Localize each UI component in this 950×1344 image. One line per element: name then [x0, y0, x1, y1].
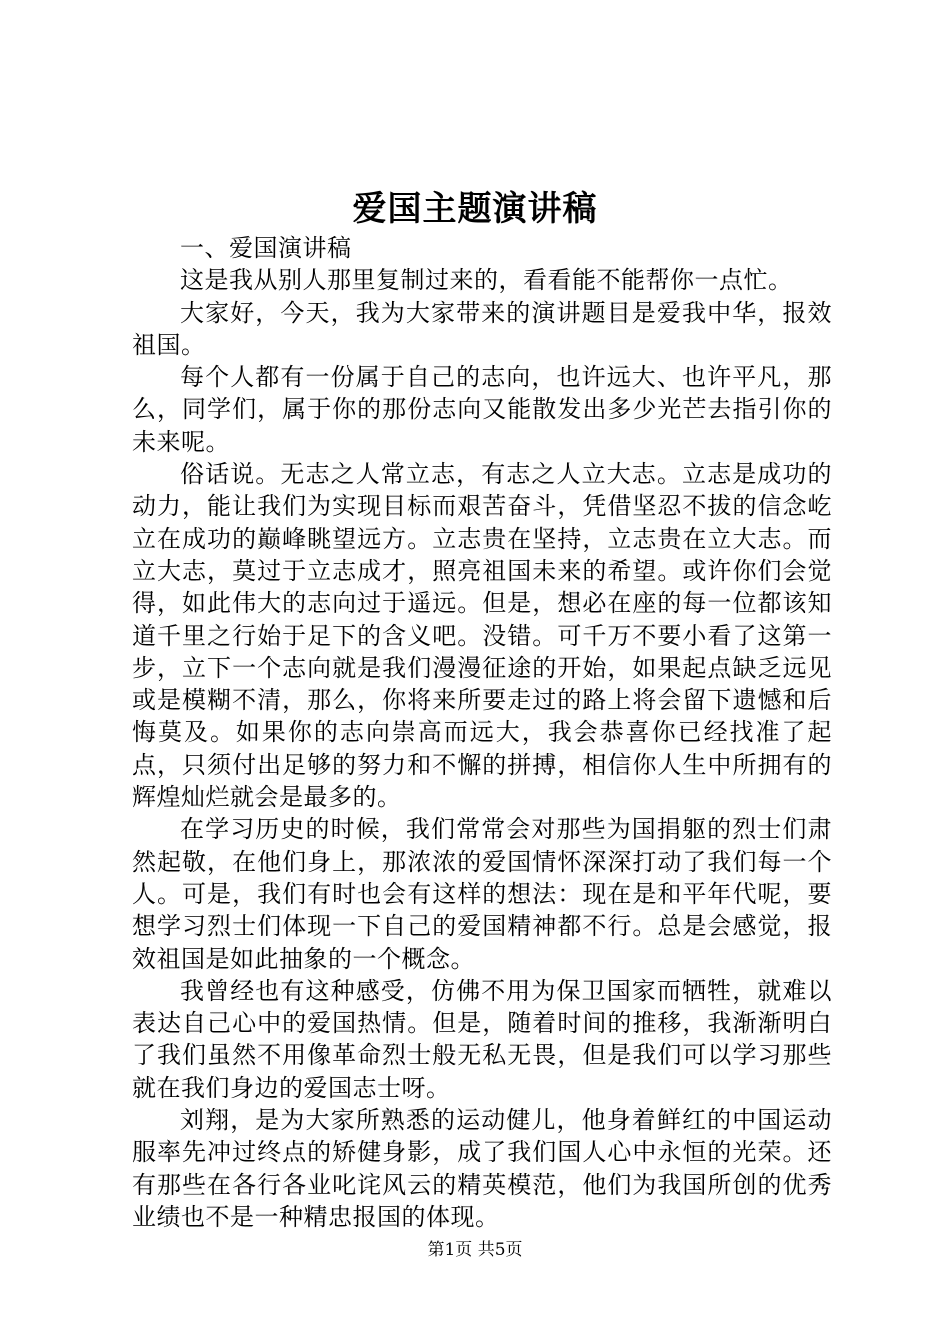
paragraph: 大家好，今天，我为大家带来的演讲题目是爱我中华，报效祖国。	[132, 298, 832, 359]
document-title: 爱国主题演讲稿	[352, 189, 598, 229]
page-number-footer: 第1页 共5页	[427, 1240, 523, 1260]
paragraph: 刘翔，是为大家所熟悉的运动健儿，他身着鲜红的中国运动服率先冲过终点的矫健身影，成了我们国人心中永恒的光荣。还有那些在各行各业叱诧风云的精英模范，他们为我国所创的优秀业绩也不是一种精忠报国的体现。	[132, 1106, 832, 1231]
paragraph: 在学习历史的时候，我们常常会对那些为国捐躯的烈士们肃然起敬，在他们身上，那浓浓的爱国情怀深深打动了我们每一个人。可是，我们有时也会有这样的想法：现在是和平年代呢，要想学习烈士们体现一下自己的爱国精神都不行。总是会感觉，报效祖国是如此抽象的一个概念。	[132, 815, 832, 973]
paragraph: 这是我从别人那里复制过来的，看看能不能帮你一点忙。	[180, 266, 793, 295]
paragraph: 俗话说。无志之人常立志，有志之人立大志。立志是成功的动力，能让我们为实现目标而艰苦奋斗，凭借坚忍不拔的信念屹立在成功的巅峰眺望远方。立志贵在坚持，立志贵在立大志。而立大志，莫过于立志成才，照亮祖国未来的希望。或许你们会觉得，如此伟大的志向过于遥远。但是，想必在座的每一位都该知道千里之行始于足下的含义吧。没错。可千万不要小看了这第一步，立下一个志向就是我们漫漫征途的开始，如果起点缺乏远见或是模糊不清，那么，你将来所要走过的路上将会留下遗憾和后悔莫及。如果你的志向崇高而远大，我会恭喜你已经找准了起点，只须付出足够的努力和不懈的拼搏，相信你人生中所拥有的辉煌灿烂就会是最多的。	[132, 460, 832, 812]
paragraph: 我曾经也有这种感受，仿佛不用为保卫国家而牺牲，就难以表达自己心中的爱国热情。但是，随着时间的推移，我渐渐明白了我们虽然不用像革命烈士般无私无畏，但是我们可以学习那些就在我们身边的爱国志士呀。	[132, 976, 832, 1102]
document-body	[132, 232, 832, 1233]
paragraph-section-heading: 一、爱国演讲稿	[180, 234, 352, 262]
paragraph: 每个人都有一份属于自己的志向，也许远大、也许平凡，那么，同学们，属于你的那份志向又能散发出多少光芒去指引你的未来呢。	[132, 363, 832, 456]
